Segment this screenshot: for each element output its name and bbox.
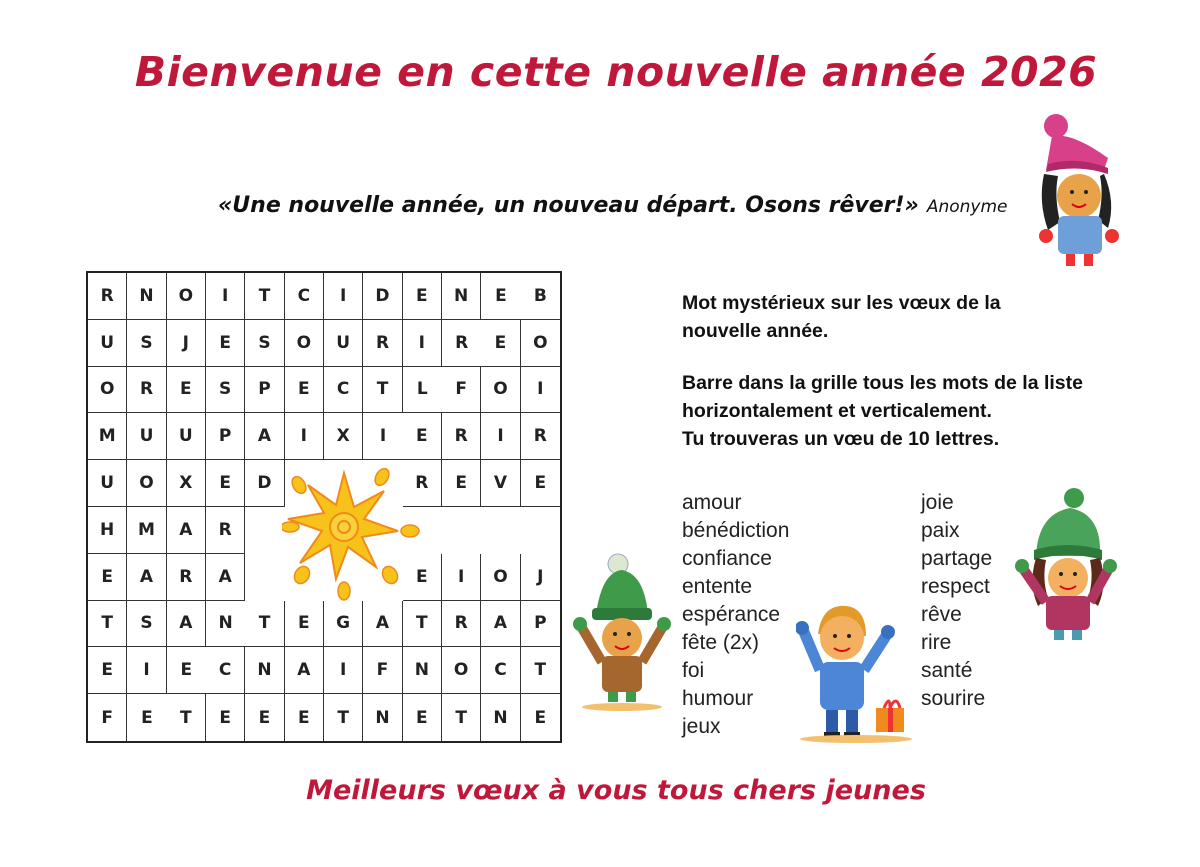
grid-cell: I xyxy=(521,367,560,414)
grid-cell: E xyxy=(481,273,520,320)
word-list-item: humour xyxy=(682,687,754,710)
grid-cell: E xyxy=(206,694,245,741)
grid-cell: A xyxy=(167,507,206,554)
word-list-item: jeux xyxy=(682,715,721,738)
word-list-item: partage xyxy=(921,547,993,570)
grid-cell: T xyxy=(88,601,127,648)
grid-cell: J xyxy=(167,320,206,367)
grid-cell: S xyxy=(127,601,166,648)
grid-cell: R xyxy=(206,507,245,554)
footer-greeting: Meilleurs vœux à vous tous chers jeunes xyxy=(306,775,926,806)
grid-cell: I xyxy=(324,647,363,694)
boy-blue-gift-illustration xyxy=(796,596,920,744)
grid-cell: I xyxy=(442,554,481,601)
sun-illustration xyxy=(282,455,422,603)
quote-text: «Une nouvelle année, un nouveau départ. Osons rêver!» xyxy=(218,193,919,218)
grid-cell: O xyxy=(285,320,324,367)
grid-cell: O xyxy=(481,367,520,414)
word-list-item: sourire xyxy=(921,687,986,710)
grid-cell: I xyxy=(206,273,245,320)
grid-cell: R xyxy=(442,601,481,648)
grid-cell: C xyxy=(206,647,245,694)
grid-cell: O xyxy=(127,460,166,507)
instructions xyxy=(682,289,1162,453)
grid-cell: O xyxy=(442,647,481,694)
grid-cell: U xyxy=(127,413,166,460)
grid-cell: G xyxy=(324,601,363,648)
grid-cell: D xyxy=(363,273,402,320)
word-list-item: espérance xyxy=(682,603,781,626)
grid-cell: A xyxy=(167,601,206,648)
grid-cell: F xyxy=(363,647,402,694)
grid-cell: I xyxy=(481,413,520,460)
grid-cell: U xyxy=(324,320,363,367)
grid-cell: T xyxy=(324,694,363,741)
grid-cell: E xyxy=(403,554,442,601)
word-list-item: respect xyxy=(921,575,990,598)
grid-cell: R xyxy=(167,554,206,601)
grid-cell: E xyxy=(167,647,206,694)
instructions-line-3: Tu trouveras un vœu de 10 lettres. xyxy=(682,428,1000,450)
grid-cell: N xyxy=(481,694,520,741)
word-list-item: bénédiction xyxy=(682,519,790,542)
girl-green-hat-illustration xyxy=(1008,486,1120,646)
instructions-line-2: horizontalement et verticalement. xyxy=(682,400,992,422)
grid-cell: N xyxy=(363,694,402,741)
word-list-item: fête (2x) xyxy=(682,631,760,654)
grid-cell: I xyxy=(403,320,442,367)
grid-cell xyxy=(245,507,284,554)
grid-cell: F xyxy=(442,367,481,414)
word-list-item: joie xyxy=(921,491,954,514)
grid-cell: A xyxy=(481,601,520,648)
grid-cell: E xyxy=(403,273,442,320)
grid-cell: T xyxy=(245,273,284,320)
grid-cell: N xyxy=(245,647,284,694)
word-list-item: amour xyxy=(682,491,742,514)
grid-cell: E xyxy=(141,707,153,728)
grid-cell: E xyxy=(206,320,245,367)
grid-cell: T xyxy=(167,694,206,741)
grid-cell: R xyxy=(403,460,442,507)
grid-cell: T xyxy=(403,601,442,648)
grid-cell: E xyxy=(521,460,560,507)
grid-cell xyxy=(245,554,284,601)
grid-cell: U xyxy=(88,460,127,507)
grid-cell: U xyxy=(88,320,127,367)
grid-cell xyxy=(481,507,520,554)
grid-cell: L xyxy=(403,367,442,414)
grid-cell: R xyxy=(521,413,560,460)
grid-cell: E xyxy=(206,460,245,507)
grid-cell: E xyxy=(285,694,324,741)
grid-cell: J xyxy=(521,554,560,601)
word-list-item: rêve xyxy=(921,603,962,626)
grid-cell: T xyxy=(442,694,481,741)
grid-cell: I xyxy=(285,413,324,460)
grid-cell: E xyxy=(167,367,206,414)
grid-cell: B xyxy=(521,273,560,320)
grid-cell: P xyxy=(245,367,284,414)
grid-cell: E xyxy=(88,647,127,694)
grid-cell: E xyxy=(481,320,520,367)
grid-cell: N xyxy=(403,647,442,694)
grid-cell: M xyxy=(127,507,166,554)
word-list-column-1 xyxy=(682,489,789,741)
grid-cell: T xyxy=(245,601,284,648)
girl-pink-hat-illustration xyxy=(1032,112,1128,272)
boy-green-hat-illustration xyxy=(572,552,676,712)
instructions-line-1: Barre dans la grille tous les mots de la liste xyxy=(682,372,1083,394)
grid-cell: E xyxy=(403,694,442,741)
grid-cell: E xyxy=(285,367,324,414)
grid-cell: H xyxy=(88,507,127,554)
grid-cell: R xyxy=(442,320,481,367)
grid-cell: I xyxy=(363,413,402,460)
word-list-item: confiance xyxy=(682,547,772,570)
grid-cell: R xyxy=(442,413,481,460)
grid-cell: P xyxy=(206,413,245,460)
grid-cell: O xyxy=(167,273,206,320)
grid-cell xyxy=(442,507,481,554)
grid-cell: U xyxy=(167,413,206,460)
quote-author: Anonyme xyxy=(926,197,1008,217)
grid-cell: O xyxy=(481,554,520,601)
page-title: Bienvenue en cette nouvelle année 2026 xyxy=(134,48,1098,96)
grid-cell: I xyxy=(127,647,166,694)
grid-cell: A xyxy=(127,554,166,601)
grid-cell: C xyxy=(285,273,324,320)
grid-cell: A xyxy=(245,413,284,460)
grid-cell: E xyxy=(245,694,284,741)
grid-cell: R xyxy=(127,367,166,414)
grid-cell: T xyxy=(521,647,560,694)
grid-cell: N xyxy=(127,273,166,320)
grid-cell: A xyxy=(285,647,324,694)
grid-cell: R xyxy=(363,320,402,367)
grid-cell xyxy=(521,507,560,554)
word-list-item: paix xyxy=(921,519,960,542)
grid-cell: V xyxy=(481,460,520,507)
word-list-item: santé xyxy=(921,659,973,682)
grid-cell: I xyxy=(324,273,363,320)
grid-cell: P xyxy=(521,601,560,648)
grid-cell: C xyxy=(324,367,363,414)
word-list-item: foi xyxy=(682,659,705,682)
grid-cell: S xyxy=(206,367,245,414)
grid-cell: E xyxy=(88,554,127,601)
grid-cell: E xyxy=(285,601,324,648)
quote xyxy=(218,193,1008,218)
grid-cell: F xyxy=(88,694,127,741)
grid-cell: N xyxy=(206,601,245,648)
grid-cell: S xyxy=(245,320,284,367)
grid-cell: X xyxy=(167,460,206,507)
grid-cell: N xyxy=(442,273,481,320)
grid-cell: C xyxy=(481,647,520,694)
grid-cell: M xyxy=(88,413,127,460)
grid-cell: D xyxy=(245,460,284,507)
grid-cell: E xyxy=(442,460,481,507)
grid-cell: O xyxy=(521,320,560,367)
word-list-item: rire xyxy=(921,631,952,654)
grid-cell: A xyxy=(206,554,245,601)
grid-cell: O xyxy=(88,367,127,414)
instructions-heading: Mot mystérieux sur les vœux de la nouvelle année. xyxy=(682,292,1001,342)
word-list-column-2 xyxy=(921,489,992,713)
grid-cell: E xyxy=(534,707,547,728)
grid-cell: S xyxy=(127,320,166,367)
grid-cell: E xyxy=(403,413,442,460)
grid-cell: R xyxy=(88,273,127,320)
grid-cell: T xyxy=(363,367,402,414)
word-list-item: entente xyxy=(682,575,753,598)
grid-cell: X xyxy=(324,413,363,460)
grid-cell: A xyxy=(363,601,402,648)
